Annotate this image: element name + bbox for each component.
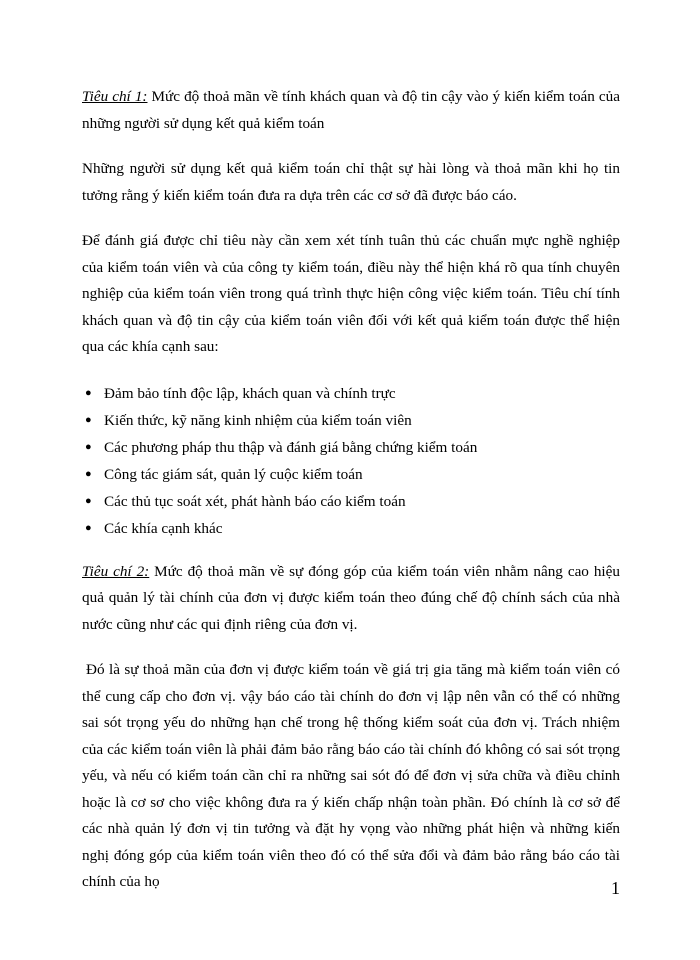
list-item bbox=[82, 407, 620, 434]
bullet-icon: ● bbox=[85, 494, 92, 507]
list-item-text: Công tác giám sát, quản lý cuộc kiểm toán bbox=[104, 465, 363, 483]
bullet-icon: ● bbox=[85, 467, 92, 480]
bullet-icon: ● bbox=[85, 440, 92, 453]
criterion-2 bbox=[82, 559, 620, 639]
list-item-text: Các khía cạnh khác bbox=[104, 519, 223, 537]
criterion-2-label: Tiêu chí 2: bbox=[82, 562, 150, 580]
criterion-2-text: Mức độ thoả mãn về sự đóng góp của kiểm toán viên nhằm nâng cao hiệu quả quản lý tài chính của đơn vị được kiểm toán theo đúng chế độ chính sách của nhà nước cũng như các qui định riêng của đơn vị. bbox=[82, 562, 620, 633]
page-number: 1 bbox=[611, 878, 620, 898]
list-item-text: Đảm bảo tính độc lập, khách quan và chính trực bbox=[104, 384, 396, 402]
criterion-1-text: Mức độ thoả mãn về tính khách quan và độ tin cậy vào ý kiến kiểm toán của những người sử dụng kết quả kiểm toán bbox=[82, 88, 620, 132]
list-item-text: Kiến thức, kỹ năng kinh nhiệm của kiểm toán viên bbox=[104, 411, 412, 429]
list-item-text: Các thủ tục soát xét, phát hành báo cáo kiểm toán bbox=[104, 492, 406, 510]
paragraph-1: Những người sử dụng kết quả kiểm toán chỉ thật sự hài lòng và thoả mãn khi họ tin tưởng rằng ý kiến kiểm toán đưa ra dựa trên các cơ sở đã được báo cáo. bbox=[82, 160, 620, 204]
paragraph-2: Để đánh giá được chỉ tiêu này cần xem xét tính tuân thủ các chuẩn mực nghề nghiệp của kiểm toán viên và của công ty kiểm toán, điều này thể hiện khá rõ qua tính chuyên nghiệp của kiểm toán viên trong quá trình thực hiện công việc kiểm toán. Tiêu chí tính khách quan và độ tin cậy của kiểm toán viên đối với kết quả kiểm toán được thể hiện qua các khía cạnh sau: bbox=[82, 232, 620, 355]
list-item bbox=[82, 434, 620, 461]
list-item-text: Các phương pháp thu thập và đánh giá bằng chứng kiểm toán bbox=[104, 438, 478, 456]
aspect-list bbox=[82, 380, 620, 542]
criterion-1-label: Tiêu chí 1: bbox=[82, 88, 148, 105]
bullet-icon: ● bbox=[85, 521, 92, 534]
list-item bbox=[82, 461, 620, 488]
criterion-1 bbox=[82, 84, 620, 137]
list-item bbox=[82, 380, 620, 407]
bullet-icon: ● bbox=[85, 413, 92, 426]
paragraph-3: Đó là sự thoả mãn của đơn vị được kiểm toán về giá trị gia tăng mà kiểm toán viên có thể cung cấp cho đơn vị. vậy báo cáo tài chính do đơn vị lập nên vẫn có thể có những sai sót trọng yếu do những hạn chế trong hệ thống kiểm soát của đơn vị. Trách nhiệm của các kiểm toán viên là phải đảm bảo rằng báo cáo tài chính đó không có sai sót trọng yếu, và nếu có kiểm toán cần chỉ ra những sai sót đó để đơn vị sửa chữa và điều chỉnh hoặc là cơ sơ cho việc không đưa ra ý kiến chấp nhận toàn phần. Đó chính là cơ sở để các nhà quản lý đơn vị tin tưởng và đặt hy vọng vào những phát hiện và những kiến nghị đóng góp của kiểm toán viên theo đó có thể sửa đổi và đảm bảo rằng báo cáo tài chính của họ bbox=[82, 661, 620, 890]
document-body bbox=[82, 84, 620, 915]
bullet-icon: ● bbox=[85, 386, 92, 399]
list-item bbox=[82, 515, 620, 542]
list-item bbox=[82, 488, 620, 515]
